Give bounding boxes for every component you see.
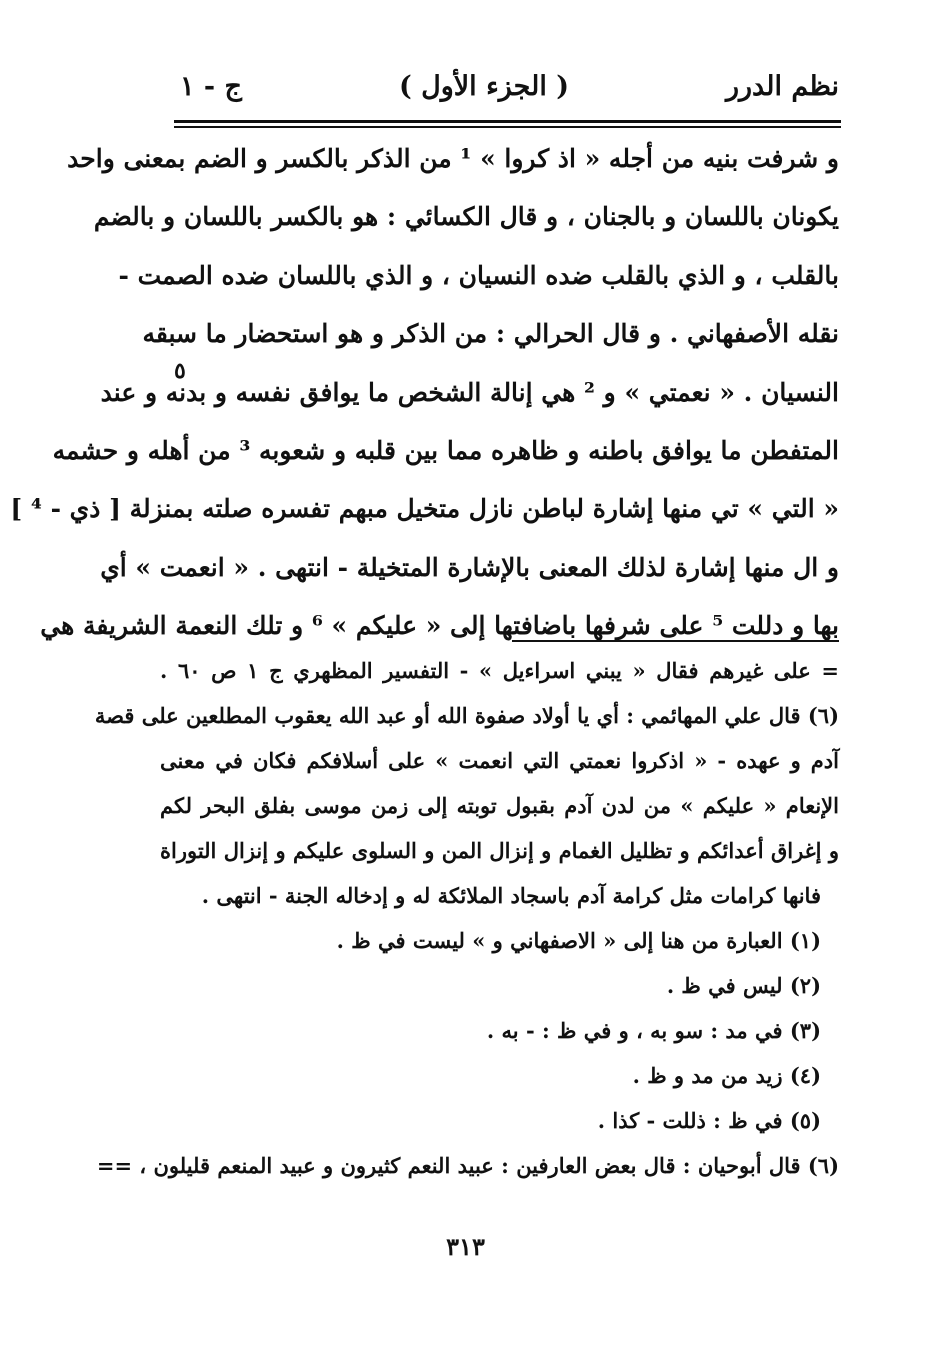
footnote-line: (٦) قال علي المهائمي : أي يا أولاد صفوة الله أو عبد الله يعقوب المطلعين على قصة	[94, 703, 839, 728]
variant-note: (٥) في ظ : ذللت - كذا .	[597, 1108, 821, 1133]
text-line: نقله الأصفهاني . و قال الحرالي : من الذكر و هو استحضار ما سبقه	[142, 319, 839, 349]
footnote-line: و إغراق أعدائكم و تظليل الغمام و إنزال المن و السلوى عليكم و إنزال التوراة	[160, 838, 839, 863]
footnote-separator	[512, 640, 839, 642]
footnote-line: (٦) قال أبوحيان : قال بعض العارفين : عبيد النعم كثيرون و عبيد المنعم قليلون ، ==	[96, 1153, 839, 1178]
variant-note: (٤) زيد من مد و ظ .	[632, 1063, 821, 1088]
text-line: و شرفت بنيه من أجله « اذ كروا » ¹ من الذكر بالكسر و الضم بمعنى واحد	[67, 144, 839, 173]
footnote-line: = على غيرهم فقال « يبني اسراءيل » - التفسير المظهري ج ١ ص ٦٠ .	[160, 658, 840, 683]
footnote-line: الإنعام « عليكم » من لدن آدم بقبول توبته إلى زمن موسى بفلق البحر لكم	[160, 793, 839, 818]
line-number-marker: ٥	[174, 358, 186, 384]
text-line: و ال منها إشارة لذلك المعنى بالإشارة المتخيلة - انتهى . « انعمت » أي	[100, 552, 839, 582]
header-rule-bottom	[174, 126, 841, 128]
header-rule-top	[174, 120, 841, 123]
text-line: النسيان . « نعمتي » و ² هي إنالة الشخص ما يوافق نفسه و بدنه و عند	[100, 377, 839, 407]
book-title: نظم الدرر	[725, 70, 839, 102]
page-number: ٣١٣	[446, 1232, 485, 1261]
variant-note: (٣) في مد : سو به ، و في ظ : - به .	[486, 1018, 821, 1043]
part-title: ( الجزء الأول )	[398, 70, 569, 102]
volume-number: ج - ١	[180, 70, 242, 102]
variant-note: (١) العبارة من هنا إلى « الاصفهاني و » ليست في ظ .	[336, 928, 821, 953]
footnotes	[94, 648, 840, 1188]
footnote-line: فانها كرامات مثل كرامة آدم باسجاد الملائكة له و إدخاله الجنة - انتهى .	[201, 883, 821, 908]
text-line: المتفطن ما يوافق باطنه و ظاهره مما بين قلبه و شعوبه ³ من أهله و حشمه	[52, 435, 839, 465]
text-line: بالقلب ، و الذي بالقلب ضده النسيان ، و الذي باللسان ضده الصمت -	[118, 260, 839, 290]
main-text	[10, 130, 839, 656]
text-line: « التي » تي منها إشارة لباطن نازل متخيل مبهم تفسره صلته بمنزلة [ ذي - ⁴ ]	[10, 494, 839, 524]
variant-note: (٢) ليس في ظ .	[666, 973, 821, 998]
running-header	[180, 58, 839, 114]
text-line: يكونان باللسان و بالجنان ، و قال الكسائي : هو بالكسر باللسان و بالضم	[93, 202, 839, 232]
footnote-line: آدم و عهده - « اذكروا نعمتي التي انعمت » على أسلافكم فكان في معنى	[160, 748, 839, 773]
text-line: بها و دللت ⁵ على شرفها باضافتها إلى « عليكم » ⁶ و تلك النعمة الشريفة هي	[40, 611, 839, 641]
